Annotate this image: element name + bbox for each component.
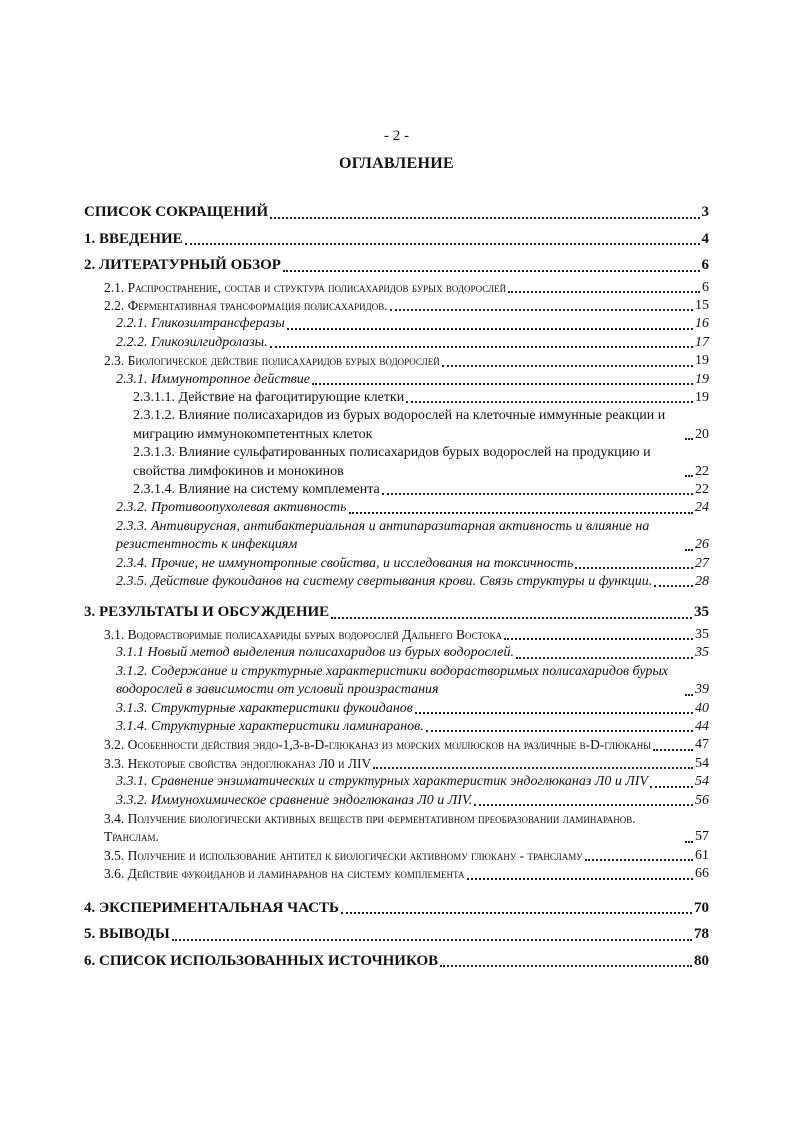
dot-leader (440, 965, 692, 967)
dot-leader (654, 585, 693, 587)
toc-entry-title: 2.3. Биологическое действие полисахаридов бурых водорослей (104, 353, 440, 369)
toc-entry[interactable] (84, 352, 709, 370)
toc-entry-page: 6 (702, 279, 709, 295)
toc-entry-page: 56 (695, 792, 709, 808)
toc-entry[interactable] (84, 371, 709, 389)
toc-entry-page: 4 (701, 230, 709, 247)
dot-leader (467, 878, 693, 880)
toc-entry[interactable] (84, 895, 709, 922)
toc-entry-page: 19 (695, 353, 709, 369)
toc-entry-page: 19 (695, 389, 709, 405)
dot-leader (504, 638, 693, 640)
toc-entry-title: 2.2.1. Гликозилтрансферазы (116, 316, 285, 332)
toc-entry-title: 6. СПИСОК ИСПОЛЬЗОВАННЫХ ИСТОЧНИКОВ (84, 952, 439, 969)
dot-leader (287, 328, 693, 330)
toc-entry-page: 17 (695, 334, 709, 350)
dot-leader (442, 365, 693, 367)
toc-entry-title: 3.3.2. Иммунохимическое сравнение эндоглюканаз Л0 и ЛIV. (116, 792, 473, 808)
dot-leader (685, 438, 693, 440)
toc-entry-page: 28 (695, 574, 709, 589)
toc-entry-title: 3.1.3. Структурные характеристики фукоиданов (116, 700, 413, 716)
toc-entry-page: 47 (695, 737, 709, 753)
toc-entry[interactable] (84, 481, 709, 499)
toc-entry-title: 2.3.3. Антивирусная, антибактериальная и антипаразитарная активность и влияние на резистентность к инфекциям (116, 518, 650, 553)
dot-leader (312, 383, 693, 385)
toc-entry-page: 78 (694, 926, 709, 943)
toc-entry-page: 54 (695, 755, 709, 771)
toc-entry-title: 3. РЕЗУЛЬТАТЫ И ОБСУЖДЕНИЕ (84, 604, 330, 621)
toc-entry-title: 2.3.1.2. Влияние полисахаридов из бурых водорослей на клеточные иммунные реакции и миграцию иммунокомпетентных клеток (133, 408, 666, 442)
toc-entry-page: 80 (694, 952, 709, 969)
toc-entry-title: 3.1.4. Структурные характеристики ламинаранов. (116, 718, 424, 734)
dot-leader (382, 493, 693, 495)
dot-leader (373, 767, 693, 769)
dot-leader (685, 475, 693, 477)
page-title: ОГЛАВЛЕНИЕ (339, 155, 454, 172)
toc-entry-title: 3.3. Некоторые свойства эндоглюканаз Л0 и ЛIV (104, 755, 372, 771)
toc-entry[interactable] (84, 810, 709, 847)
toc-entry-page: 61 (695, 847, 709, 863)
dot-leader (650, 786, 693, 788)
toc-entry-page: 24 (695, 500, 709, 516)
table-of-contents (84, 199, 709, 974)
toc-entry[interactable] (84, 626, 709, 644)
toc-entry[interactable] (84, 599, 709, 626)
toc-entry-page: 57 (695, 829, 709, 845)
page-number: - 2 - (384, 128, 409, 144)
toc-entry-title: 2.2. Ферментативная трансформация полисахаридов. (104, 297, 388, 313)
toc-entry-title: 2.3.2. Противоопухолевая активность (116, 500, 347, 516)
toc-entry-title: 4. ЭКСПЕРИМЕНТАЛЬНАЯ ЧАСТЬ (84, 899, 339, 916)
toc-entry-page: 3 (701, 204, 709, 220)
toc-entry-page: 15 (695, 297, 709, 313)
toc-entry-title: 2.3.1.3. Влияние сульфатированных полисахаридов бурых водорослей на продукцию и свойства лимфокинов и монокинов (133, 445, 651, 479)
toc-entry-title: 3.1.1 Новый метод выделения полисахаридов из бурых водорослей. (116, 645, 514, 661)
toc-entry-title: 2.3.1. Иммунотропное действие (116, 371, 310, 387)
dot-leader (406, 401, 693, 403)
toc-entry-page: 16 (695, 316, 709, 332)
toc-entry[interactable] (84, 297, 709, 315)
dot-leader (270, 217, 699, 219)
dot-leader (331, 617, 692, 619)
dot-leader (653, 749, 693, 751)
dot-leader (341, 912, 692, 914)
dot-leader (270, 346, 693, 348)
dot-leader (474, 804, 693, 806)
toc-entry-title: 3.6. Действие фукоиданов и ламинаранов на систему комплемента (104, 866, 465, 882)
dot-leader (685, 549, 693, 551)
toc-entry[interactable] (84, 847, 709, 865)
toc-entry[interactable] (84, 663, 709, 700)
toc-entry-title: 2.3.1.4. Влияние на систему комплемента (133, 481, 380, 497)
toc-entry-title: 3.1. Водорастворимые полисахариды бурых водорослей Дальнего Востока (104, 626, 502, 642)
toc-entry-page: 27 (695, 555, 709, 571)
dot-leader (172, 939, 692, 941)
toc-entry[interactable] (84, 518, 709, 555)
dot-leader (508, 291, 700, 293)
toc-entry[interactable] (84, 792, 709, 810)
toc-entry[interactable] (84, 199, 709, 226)
toc-entry[interactable] (84, 700, 709, 718)
toc-entry-title: 5. ВЫВОДЫ (84, 926, 170, 943)
toc-entry-page: 70 (694, 899, 709, 916)
toc-entry-page: 35 (694, 604, 709, 621)
dot-leader (349, 512, 693, 514)
toc-entry[interactable] (84, 252, 709, 279)
dot-leader (390, 309, 693, 311)
toc-entry-title: 3.1.2. Содержание и структурные характеристики водорастворимых полисахаридов бурых водорослей в зависимости от условий произрастания (116, 663, 669, 698)
toc-entry[interactable] (84, 773, 709, 791)
toc-entry-page: 20 (695, 426, 709, 442)
dot-leader (575, 567, 693, 569)
toc-entry[interactable] (84, 334, 709, 352)
toc-entry[interactable] (84, 444, 709, 481)
toc-entry-title: 1. ВВЕДЕНИЕ (84, 230, 183, 247)
toc-entry-page: 54 (695, 774, 709, 790)
toc-entry-title: 3.2. Особенности действия эндо-1,3-β-D-глюканаз из морских моллюсков на различные β-D-глюканы (104, 737, 652, 753)
toc-entry-title: 3.4. Получение биологически активных веществ при ферментативном преобразовании ламинаранов. Транслам. (104, 810, 636, 845)
toc-entry[interactable] (84, 407, 709, 444)
dot-leader (185, 243, 700, 245)
toc-entry[interactable] (84, 573, 709, 591)
toc-entry-title: СПИСОК СОКРАЩЕНИЙ (84, 204, 269, 220)
toc-entry-page: 35 (695, 626, 709, 642)
toc-entry[interactable] (84, 499, 709, 517)
toc-entry-page: 44 (695, 718, 709, 734)
toc-entry-title: 2.3.4. Прочие, не иммунотропные свойства, и исследования на токсичность (116, 555, 574, 571)
toc-entry[interactable] (84, 279, 709, 297)
toc-entry-title: 2.1. Распространение, состав и структура полисахаридов бурых водорослей (104, 279, 507, 295)
toc-entry-page: 39 (695, 682, 709, 698)
toc-entry[interactable] (84, 755, 709, 773)
toc-entry[interactable] (84, 644, 709, 662)
dot-leader (685, 694, 693, 696)
toc-entry-title: 3.3.1. Сравнение энзиматических и структурных характеристик эндоглюканаз Л0 и ЛIV (116, 774, 649, 790)
dot-leader (685, 841, 693, 843)
toc-entry-title: 3.5. Получение и использование антител к биологически активному глюкану - трансламу (104, 847, 583, 863)
toc-entry-page: 40 (695, 700, 709, 716)
dot-leader (283, 270, 700, 272)
toc-entry-page: 35 (695, 645, 709, 661)
toc-entry[interactable] (84, 865, 709, 883)
dot-leader (585, 859, 693, 861)
toc-entry-title: 2.2.2. Гликозилгидролазы. (116, 334, 268, 350)
dot-leader (415, 712, 693, 714)
toc-entry[interactable] (84, 389, 709, 407)
toc-entry-page: 22 (695, 481, 709, 497)
toc-entry-page: 22 (695, 463, 709, 479)
toc-entry[interactable] (84, 315, 709, 333)
toc-entry-title: 2.3.5. Действие фукоиданов на систему свертывания крови. Связь структуры и функции. (116, 574, 653, 589)
toc-entry-page: 6 (701, 257, 709, 273)
toc-entry-page: 26 (695, 537, 709, 553)
toc-entry[interactable] (84, 226, 709, 253)
toc-entry-page: 19 (695, 371, 709, 387)
toc-entry[interactable] (84, 718, 709, 736)
toc-entry-title: 2. ЛИТЕРАТУРНЫЙ ОБЗОР (84, 257, 281, 273)
dot-leader (516, 657, 693, 659)
toc-entry[interactable] (84, 921, 709, 948)
toc-entry[interactable] (84, 736, 709, 754)
toc-entry-title: 2.3.1.1. Действие на фагоцитирующие клетки (133, 389, 405, 405)
toc-entry-page: 66 (695, 866, 709, 882)
dot-leader (426, 730, 693, 732)
toc-entry[interactable] (84, 948, 709, 975)
toc-entry[interactable] (84, 555, 709, 573)
